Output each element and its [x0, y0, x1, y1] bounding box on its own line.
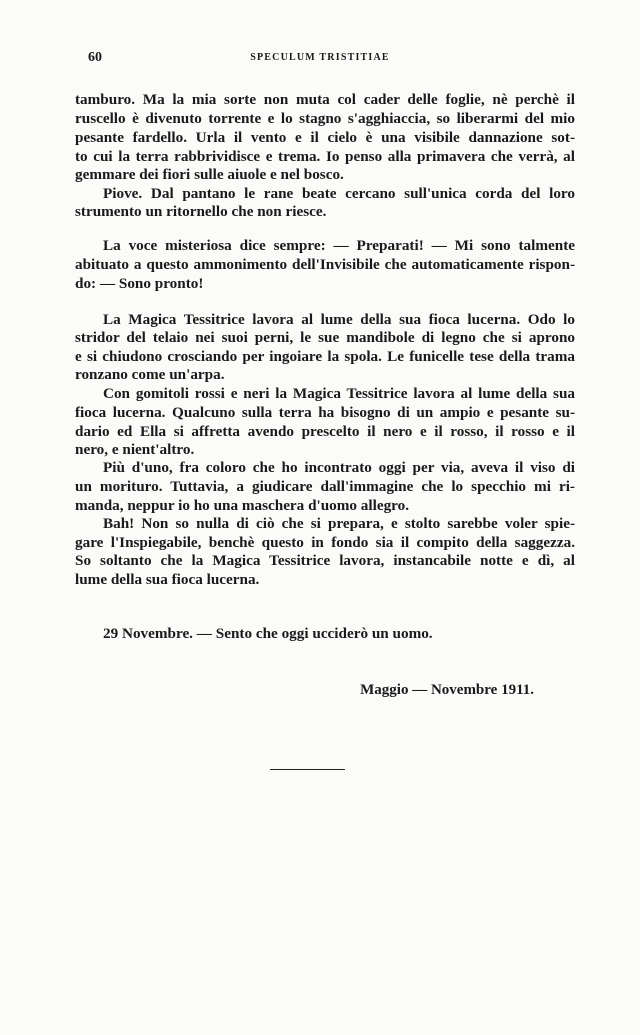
text-line: Piove. Dal pantano le rane beate cercano sull'unica corda del loro	[103, 185, 575, 202]
text-line: nero, e nient'altro.	[75, 441, 195, 458]
text-line: La voce misteriosa dice sempre: — Preparati! — Mi sono talmente	[103, 237, 575, 254]
text-line: dario ed Ella si affretta avendo prescelto il nero e il rosso, il rosso e il	[75, 423, 575, 440]
text-line: Più d'uno, fra coloro che ho incontrato oggi per via, aveva il viso di	[103, 459, 575, 476]
text-line: stridor del telaio nei suoi perni, le sue mandibole di legno che si aprono	[75, 329, 575, 346]
running-title: SPECULUM TRISTITIAE	[250, 52, 390, 63]
text-line: manda, neppur io ho una maschera d'uomo allegro.	[75, 497, 410, 514]
text-line: ruscello è divenuto torrente e lo stagno s'agghiaccia, so liberarmi del mio	[75, 110, 575, 127]
text-line: abituato a questo ammonimento dell'Invisibile che automaticamente rispon-	[75, 256, 575, 273]
text-line: 29 Novembre. — Sento che oggi ucciderò un uomo.	[103, 625, 433, 642]
text-line: to cui la terra rabbrividisce e trema. Io penso alla primavera che verrà, al	[75, 148, 575, 165]
text-line: ronzano come un'arpa.	[75, 366, 225, 383]
text-line: lume della sua fioca lucerna.	[75, 571, 260, 588]
text-line: e si chiudono crosciando per ingoiare la spola. Le funicelle tese della trama	[75, 348, 575, 365]
text-line: fioca lucerna. Qualcuno sulla terra ha bisogno di un ampio e pesante su-	[75, 404, 575, 421]
text-line: tamburo. Ma la mia sorte non muta col cader delle foglie, nè perchè il	[75, 91, 575, 108]
text-line: do: — Sono pronto!	[75, 275, 204, 292]
text-line: pesante fardello. Urla il vento e il cielo è una visibile dannazione sot-	[75, 129, 575, 146]
signature-date: Maggio — Novembre 1911.	[360, 682, 534, 698]
text-line: Con gomitoli rossi e neri la Magica Tessitrice lavora al lume della sua	[103, 385, 575, 402]
text-line: gemmare dei fiori sulle aiuole e nel bosco.	[75, 166, 344, 183]
text-line: So soltanto che la Magica Tessitrice lavora, instancabile notte e dì, al	[75, 552, 575, 569]
page-number: 60	[88, 50, 102, 65]
text-line: strumento un ritornello che non riesce.	[75, 203, 327, 220]
text-line: gare l'Inspiegabile, benchè questo in fondo sia il compito della saggezza.	[75, 534, 575, 551]
text-line: La Magica Tessitrice lavora al lume della sua fioca lucerna. Odo lo	[103, 311, 575, 328]
text-line: un morituro. Tuttavia, a giudicare dall'immagine che lo specchio mi ri-	[75, 478, 575, 495]
text-line: Bah! Non so nulla di ciò che si prepara, e stolto sarebbe voler spie-	[103, 515, 575, 532]
closing-rule	[270, 769, 345, 770]
